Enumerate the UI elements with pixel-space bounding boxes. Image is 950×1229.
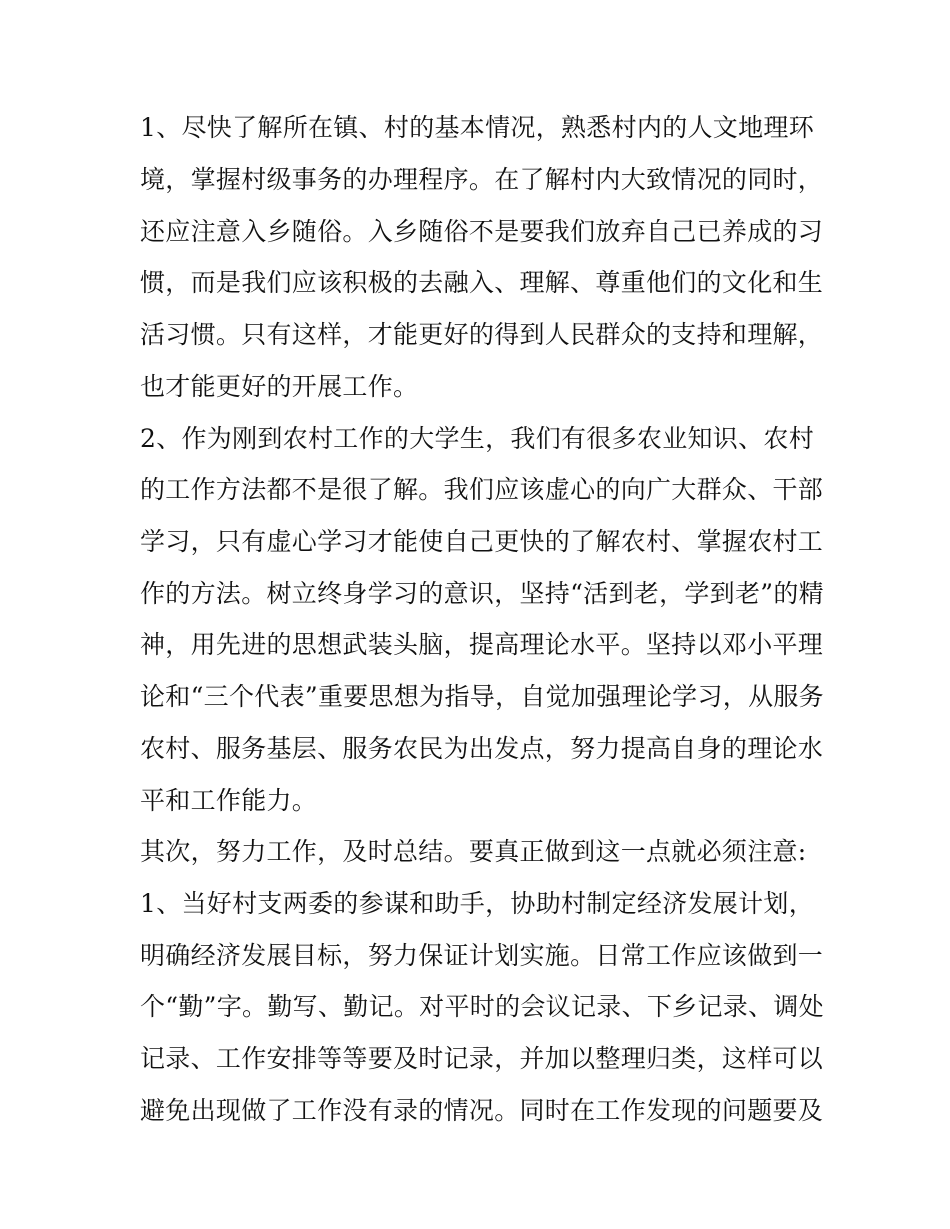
text-line: 2、作为刚到农村工作的大学生，我们有很多农业知识、农村	[140, 424, 815, 453]
text-line: 农村、服务基层、服务农民为出发点，努力提高自身的理论水	[140, 734, 824, 763]
text-line: 个“勤”字。勤写、勤记。对平时的会议记录、下乡记录、调处	[140, 992, 824, 1021]
text-line: 也才能更好的开展工作。	[140, 372, 419, 401]
text-line: 其次，努力工作，及时总结。要真正做到这一点就必须注意:	[140, 837, 807, 866]
text-line: 避免出现做了工作没有录的情况。同时在工作发现的问题要及	[140, 1096, 824, 1125]
text-line: 作的方法。树立终身学习的意识，坚持“活到老，学到老”的精	[140, 579, 824, 608]
text-line: 惯，而是我们应该积极的去融入、理解、尊重他们的文化和生	[140, 268, 824, 297]
text-line: 学习，只有虚心学习才能使自己更快的了解农村、掌握农村工	[140, 527, 824, 556]
text-line: 1、当好村支两委的参谋和助手，协助村制定经济发展计划，	[140, 889, 815, 918]
text-line: 1、尽快了解所在镇、村的基本情况，熟悉村内的人文地理环	[140, 113, 815, 142]
text-line: 明确经济发展目标，努力保证计划实施。日常工作应该做到一	[140, 941, 824, 970]
text-line: 论和“三个代表”重要思想为指导，自觉加强理论学习，从服务	[140, 682, 824, 711]
text-line: 记录、工作安排等等要及时记录，并加以整理归类，这样可以	[140, 1044, 824, 1073]
text-line: 神，用先进的思想武装头脑，提高理论水平。坚持以邓小平理	[140, 630, 824, 659]
text-line: 活习惯。只有这样，才能更好的得到人民群众的支持和理解，	[140, 320, 824, 349]
text-line: 的工作方法都不是很了解。我们应该虚心的向广大群众、干部	[140, 475, 824, 504]
text-line: 平和工作能力。	[140, 786, 318, 815]
text-line: 境，掌握村级事务的办理程序。在了解村内大致情况的同时，	[140, 165, 824, 194]
text-line: 还应注意入乡随俗。入乡随俗不是要我们放弃自己已养成的习	[140, 217, 824, 246]
